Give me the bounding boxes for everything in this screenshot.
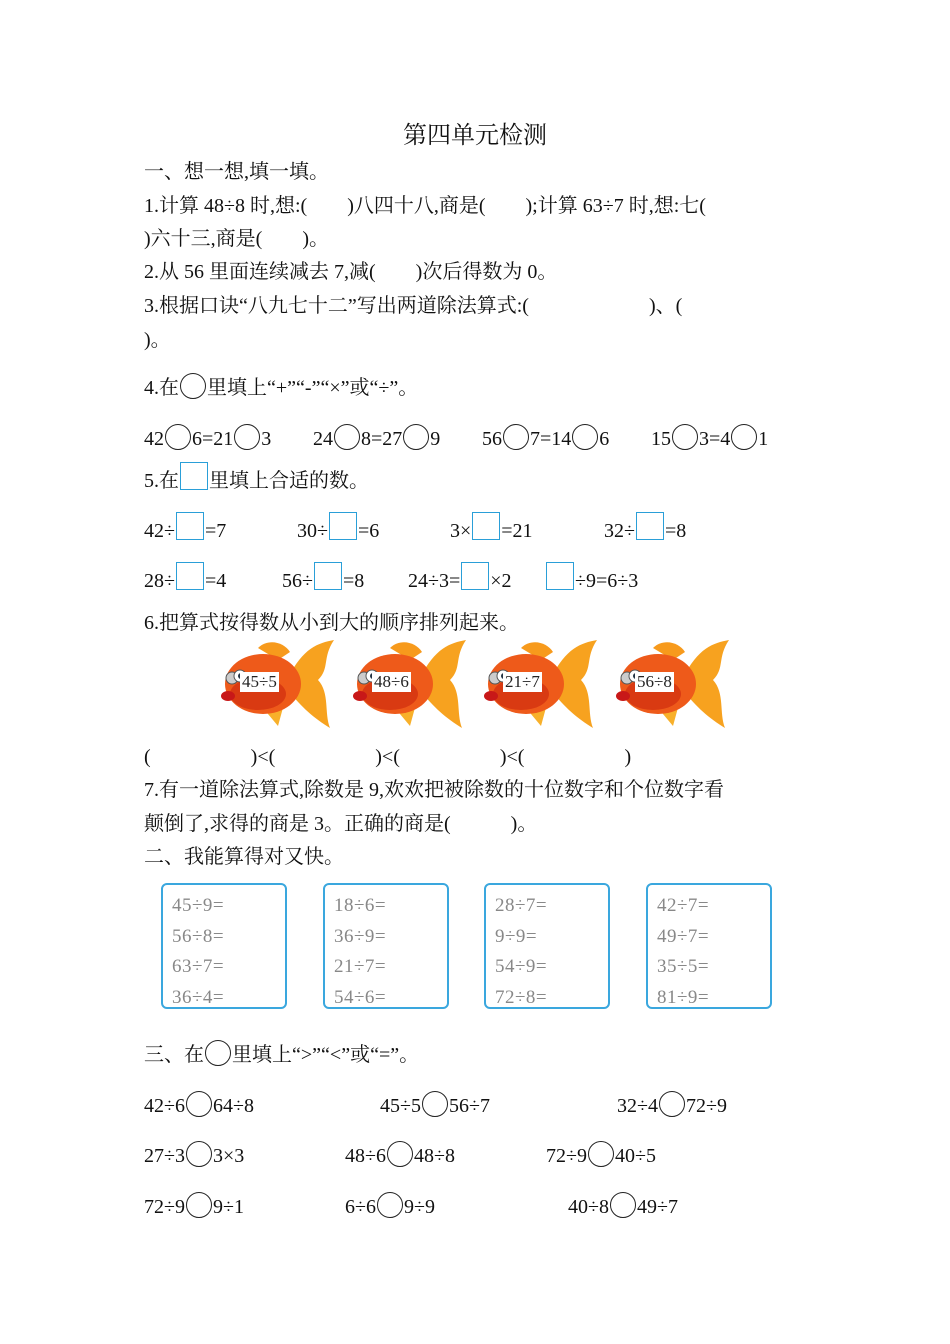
q4-instruction	[144, 373, 418, 401]
fish-label: 56÷8	[637, 672, 672, 691]
calc-box	[161, 883, 287, 1009]
q5-equation	[604, 512, 686, 544]
calc-item: 72÷8=	[495, 986, 548, 1008]
square-icon	[180, 462, 208, 490]
q5-instruction	[144, 462, 369, 494]
answer-square[interactable]	[636, 512, 664, 540]
goldfish-image	[481, 638, 599, 730]
part3-suffix: 里填上“>”“<”或“=”。	[232, 1044, 420, 1066]
calc-box	[646, 883, 772, 1009]
q4-equation	[313, 424, 440, 452]
equation-part: 42	[144, 428, 164, 450]
answer-circle[interactable]	[403, 424, 429, 450]
calc-item: 56÷8=	[172, 925, 225, 947]
answer-circle[interactable]	[422, 1091, 448, 1117]
compare-right: 56÷7	[448, 1095, 490, 1117]
part2-heading: 二、我能算得对又快。	[144, 846, 344, 868]
compare-item	[144, 1192, 244, 1220]
equation-part: =21	[501, 520, 533, 542]
answer-circle[interactable]	[334, 424, 360, 450]
answer-square[interactable]	[314, 562, 342, 590]
answer-square[interactable]	[546, 562, 574, 590]
equation-part: 28÷	[144, 570, 175, 592]
compare-right: 9÷9	[403, 1196, 435, 1218]
calc-item: 18÷6=	[334, 895, 387, 916]
equation-part: 6=21	[192, 428, 234, 450]
compare-left: 27÷3	[144, 1145, 185, 1167]
compare-right: 40÷5	[614, 1145, 656, 1167]
calc-item: 21÷7=	[334, 956, 387, 977]
compare-left: 48÷6	[345, 1145, 386, 1167]
compare-right: 48÷8	[413, 1145, 455, 1167]
fish-label: 45÷5	[242, 672, 277, 691]
equation-part: 3=4	[699, 428, 731, 450]
equation-part: 30÷	[297, 520, 328, 542]
calc-item: 45÷9=	[172, 895, 225, 916]
compare-left: 72÷9	[144, 1196, 185, 1218]
q1-line2: )六十三,商是( )。	[144, 228, 329, 250]
circle-icon	[180, 373, 206, 399]
q4-prefix: 4.在	[144, 377, 179, 399]
compare-item	[617, 1091, 727, 1119]
equation-part: 42÷	[144, 520, 175, 542]
compare-right: 72÷9	[685, 1095, 727, 1117]
calc-item: 36÷4=	[172, 986, 225, 1008]
equation-part: ÷9=6÷3	[575, 570, 639, 592]
equation-part: 56	[482, 428, 502, 450]
compare-right: 3×3	[212, 1145, 245, 1167]
q4-equation	[482, 424, 609, 452]
equation-part: =4	[204, 570, 227, 592]
q2: 2.从 56 里面连续减去 7,减( )次后得数为 0。	[144, 261, 558, 283]
compare-item	[345, 1192, 435, 1220]
equation-part: 1	[758, 428, 769, 450]
equation-part: 7=14	[530, 428, 572, 450]
answer-circle[interactable]	[234, 424, 260, 450]
answer-square[interactable]	[329, 512, 357, 540]
equation-part: 6	[599, 428, 610, 450]
fish-label: 21÷7	[505, 672, 540, 691]
q5-equation	[282, 562, 364, 594]
equation-part: 56÷	[282, 570, 313, 592]
q5-equation	[144, 512, 226, 544]
compare-right: 49÷7	[636, 1196, 678, 1218]
goldfish-image	[218, 638, 336, 730]
q3-line2: )。	[144, 329, 171, 351]
answer-circle[interactable]	[588, 1141, 614, 1167]
answer-circle[interactable]	[186, 1091, 212, 1117]
calc-item: 54÷9=	[495, 956, 548, 977]
compare-left: 42÷6	[144, 1095, 185, 1117]
equation-part: =8	[664, 520, 687, 542]
fish-label: 48÷6	[374, 672, 409, 691]
q1-line1: 1.计算 48÷8 时,想:( )八四十八,商是( );计算 63÷7 时,想:七(	[144, 195, 706, 217]
equation-part: =8	[342, 570, 365, 592]
part3-prefix: 三、在	[144, 1044, 204, 1066]
page-title: 第四单元检测	[403, 123, 547, 149]
answer-circle[interactable]	[503, 424, 529, 450]
calc-item: 49÷7=	[657, 925, 710, 947]
q5-equation	[297, 512, 379, 544]
calc-item: 42÷7=	[657, 895, 710, 916]
circle-icon	[205, 1040, 231, 1066]
answer-square[interactable]	[472, 512, 500, 540]
answer-circle[interactable]	[377, 1192, 403, 1218]
answer-square[interactable]	[461, 562, 489, 590]
q4-equation	[144, 424, 271, 452]
calc-item: 36÷9=	[334, 925, 387, 947]
equation-part: 15	[651, 428, 671, 450]
compare-item	[546, 1141, 656, 1169]
answer-circle[interactable]	[186, 1192, 212, 1218]
compare-item	[345, 1141, 455, 1169]
q4-suffix: 里填上“+”“-”“×”或“÷”。	[207, 377, 419, 399]
compare-left: 45÷5	[380, 1095, 421, 1117]
compare-left: 72÷9	[546, 1145, 587, 1167]
q7-line2: 颠倒了,求得的商是 3。正确的商是( )。	[144, 813, 538, 835]
equation-part: 8=27	[361, 428, 403, 450]
equation-part: 3×	[450, 520, 472, 542]
answer-circle[interactable]	[572, 424, 598, 450]
compare-left: 40÷8	[568, 1196, 609, 1218]
equation-part: 9	[430, 428, 441, 450]
q5-equation	[144, 562, 226, 594]
answer-circle[interactable]	[387, 1141, 413, 1167]
q5-equation	[408, 562, 512, 594]
compare-item	[380, 1091, 490, 1119]
q4-equation	[651, 424, 768, 452]
q5-equation	[450, 512, 533, 544]
calc-item: 28÷7=	[495, 895, 548, 916]
answer-circle[interactable]	[165, 424, 191, 450]
answer-circle[interactable]	[659, 1091, 685, 1117]
answer-circle[interactable]	[672, 424, 698, 450]
calc-box	[484, 883, 610, 1009]
answer-circle[interactable]	[186, 1141, 212, 1167]
q5-equation	[545, 562, 638, 594]
q6-text: 6.把算式按得数从小到大的顺序排列起来。	[144, 612, 519, 634]
calc-item: 35÷5=	[657, 956, 710, 977]
calc-box	[323, 883, 449, 1009]
compare-item	[144, 1141, 244, 1169]
equation-part: =7	[204, 520, 227, 542]
compare-item	[144, 1091, 254, 1119]
q5-suffix: 里填上合适的数。	[209, 470, 369, 492]
compare-left: 6÷6	[345, 1196, 376, 1218]
equation-part: ×2	[490, 570, 512, 592]
equation-part: 24	[313, 428, 333, 450]
equation-part: =6	[357, 520, 380, 542]
part1-heading: 一、想一想,填一填。	[144, 161, 329, 183]
answer-circle[interactable]	[610, 1192, 636, 1218]
equation-part: 3	[261, 428, 272, 450]
compare-right: 9÷1	[212, 1196, 244, 1218]
q3-line1: 3.根据口诀“八九七十二”写出两道除法算式:( )、(	[144, 295, 683, 317]
goldfish-image	[350, 638, 468, 730]
answer-circle[interactable]	[731, 424, 757, 450]
calc-item: 81÷9=	[657, 986, 710, 1008]
q6-answer: ( )<( )<( )<( )	[144, 746, 632, 768]
q7-line1: 7.有一道除法算式,除数是 9,欢欢把被除数的十位数字和个位数字看	[144, 779, 724, 801]
compare-item	[568, 1192, 678, 1220]
compare-left: 32÷4	[617, 1095, 658, 1117]
part3-instruction	[144, 1040, 419, 1068]
answer-square[interactable]	[176, 562, 204, 590]
calc-item: 9÷9=	[495, 925, 538, 947]
q5-prefix: 5.在	[144, 470, 179, 492]
equation-part: 24÷3=	[408, 570, 461, 592]
calc-item: 54÷6=	[334, 986, 387, 1008]
answer-square[interactable]	[176, 512, 204, 540]
calc-item: 63÷7=	[172, 956, 225, 977]
compare-right: 64÷8	[212, 1095, 254, 1117]
equation-part: 32÷	[604, 520, 635, 542]
goldfish-image	[613, 638, 731, 730]
